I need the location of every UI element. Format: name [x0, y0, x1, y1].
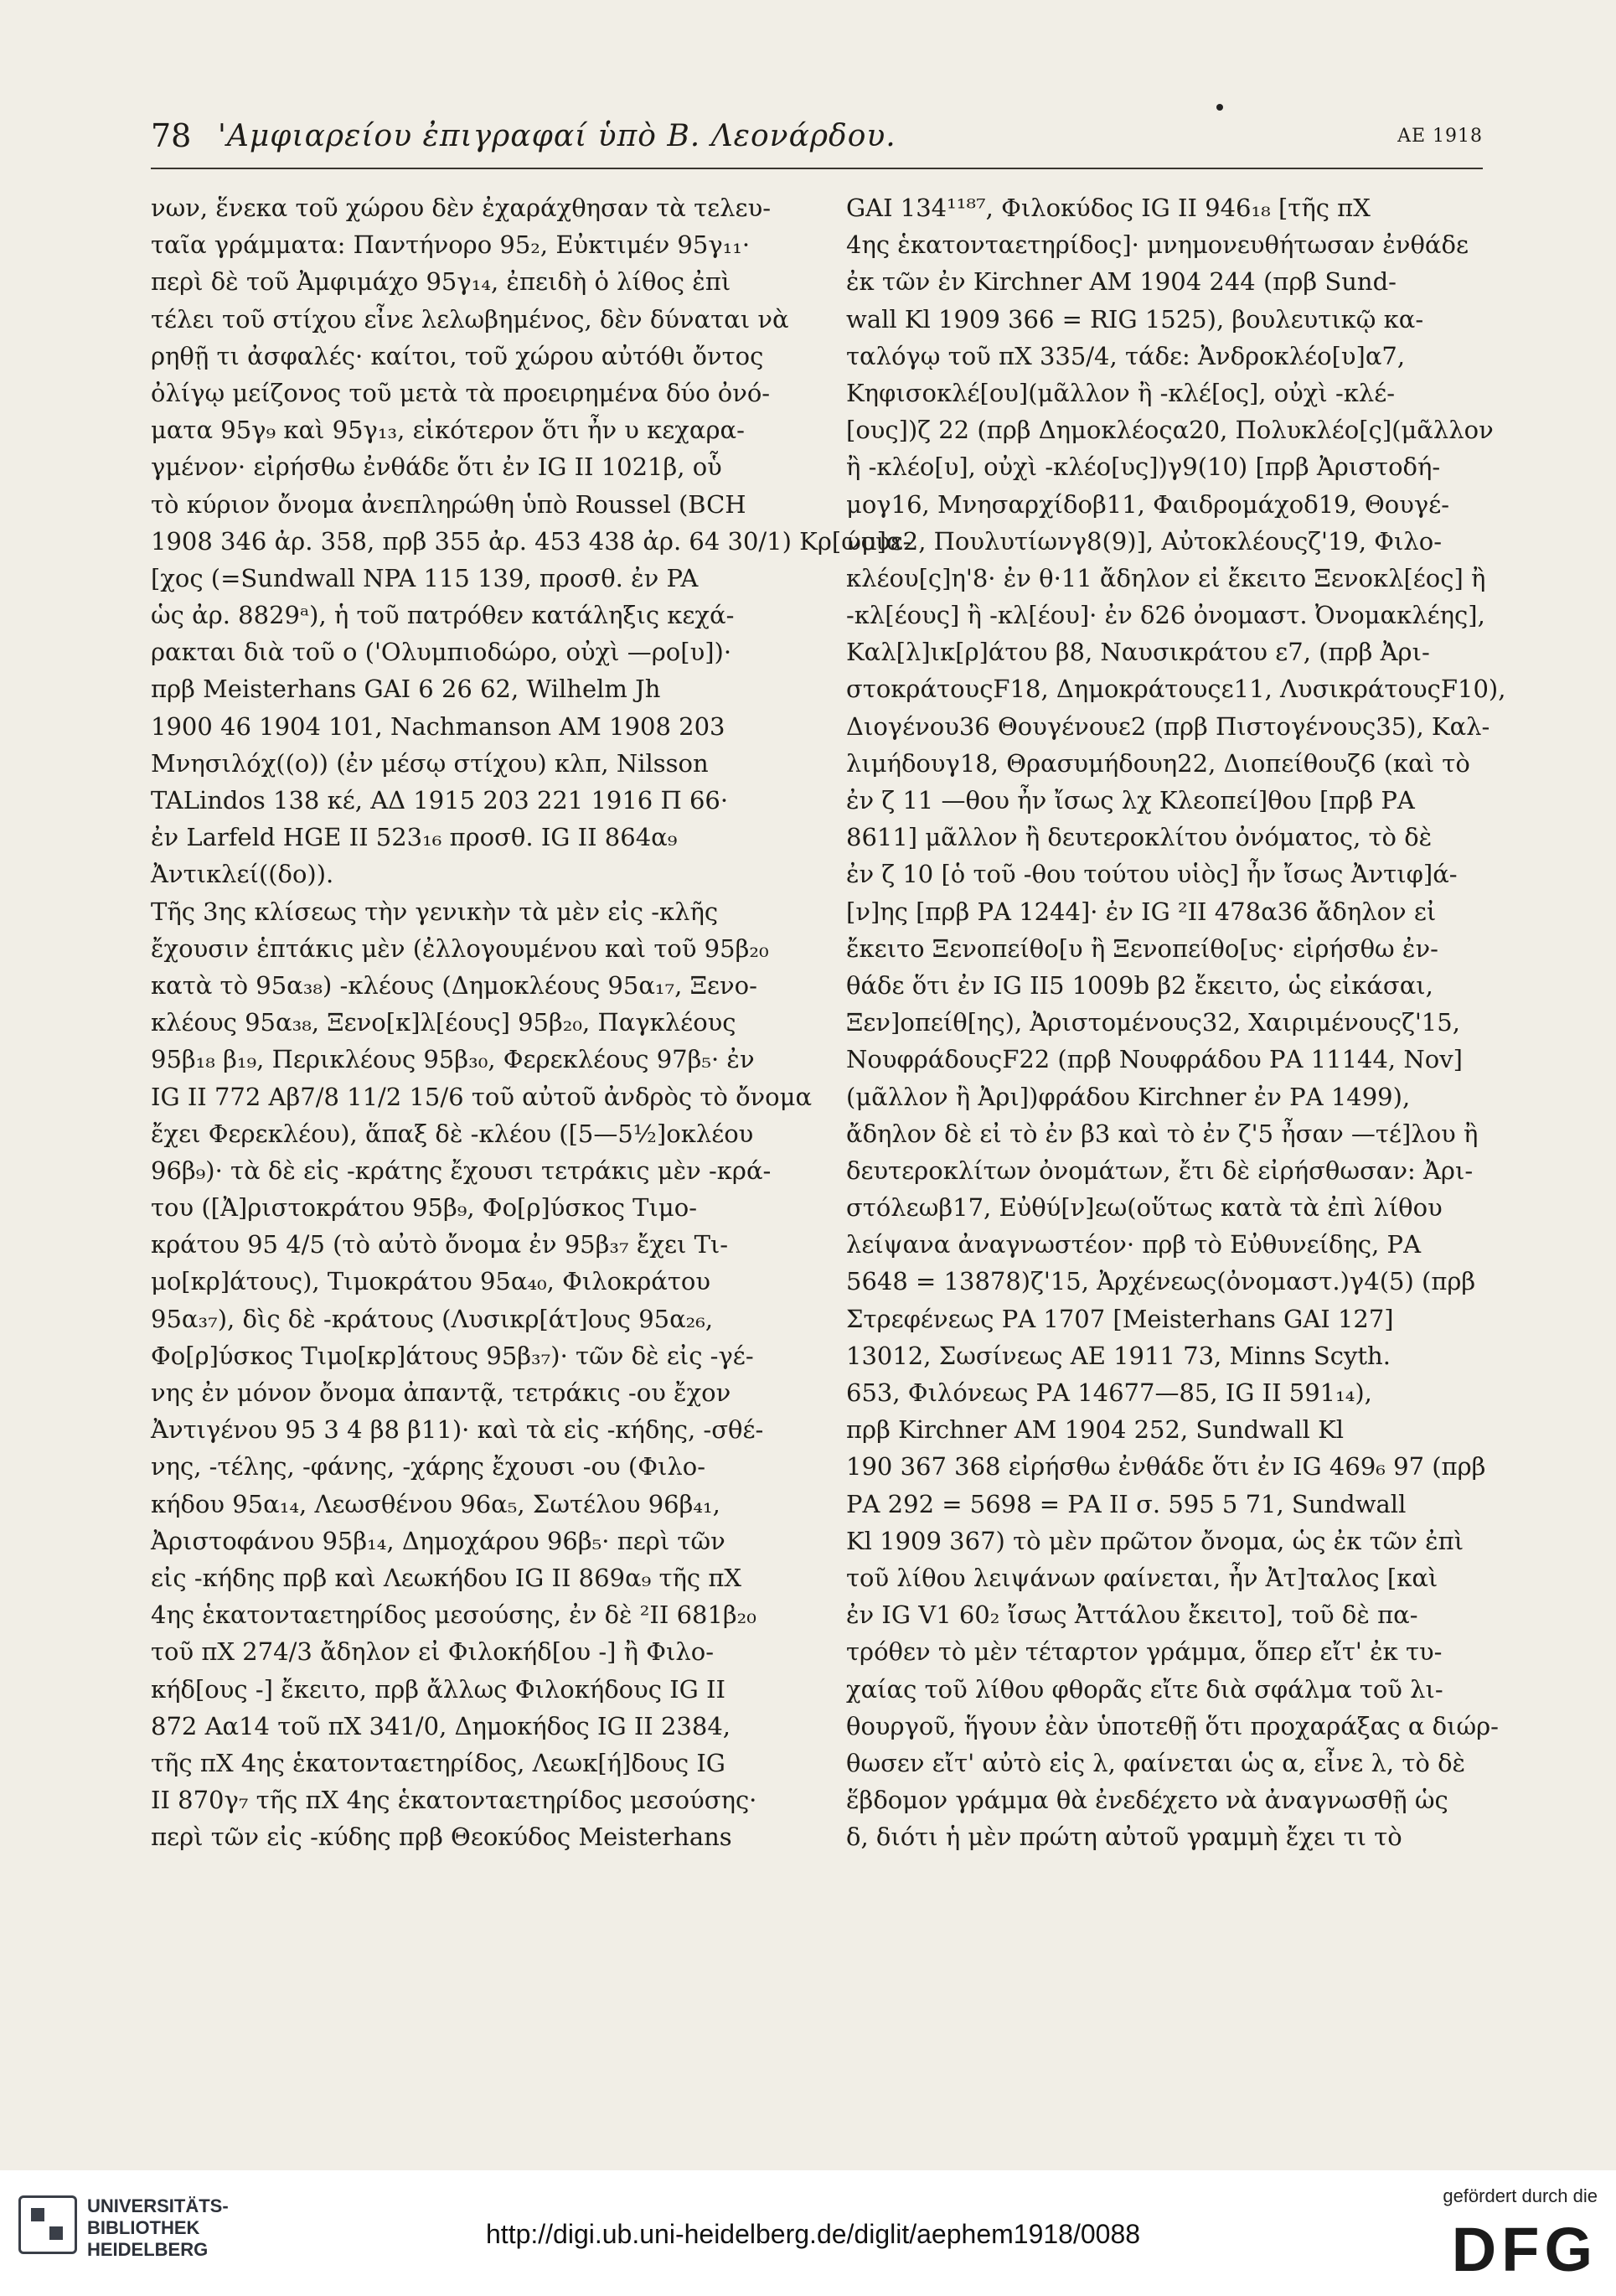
journal-ref: ΑΕ 1918 [1397, 126, 1483, 147]
text-line: ΡΑ 292 = 5698 = ΡΑ II σ. 595 5 71, Sundwall [846, 1489, 1407, 1518]
text-line: μο[κρ]άτους), Τιμοκράτου 95α₄₀, Φιλοκράτου [151, 1267, 710, 1296]
text-line: GAI 134¹¹⁸⁷, Φιλοκύδος IG II 946₁₈ [τῆς πΧ [846, 194, 1371, 222]
text-line: κήδ[ους -] ἔκειτο, πρβ ἄλλως Φιλοκήδους IG II [151, 1674, 725, 1704]
text-line: ὀλίγῳ μείζονος τοῦ μετὰ τὰ προειρημένα δύο ὀνό- [151, 378, 771, 407]
text-line: 190 367 368 εἰρήσθω ἐνθάδε ὅτι ἐν IG 469₆ 97 (πρβ [846, 1452, 1486, 1482]
text-line: 653, Φιλόνεως ΡΑ 14677—85, IG II 591₁₄), [846, 1378, 1372, 1407]
library-name[interactable] [87, 2195, 229, 2261]
library-line: BIBLIOTHEK [87, 2217, 200, 2238]
left-column [151, 189, 911, 1855]
library-logo-icon [18, 2195, 77, 2254]
text-line: 95α₃₇), δὶς δὲ -κράτους (Λυσικρ[άτ]ους 95α₂₆, [151, 1304, 714, 1333]
text-line: ἔχει Φερεκλέου), ἅπαξ δὲ -κλέου ([5—5½]οκλέου [151, 1119, 754, 1148]
text-line: κατὰ τὸ 95α₃₈) -κλέους (Δημοκλέους 95α₁₇, Ξενο- [151, 970, 757, 1000]
text-line: (μᾶλλον ἢ Ἀρι])φράδου Kirchner ἐν ΡΑ 1499), [846, 1082, 1411, 1111]
text-line: Ξεν]οπείθ[ης), Ἀριστομένους32, Χαιριμένουςζ'15, [846, 1008, 1460, 1037]
library-line: HEIDELBERG [87, 2239, 209, 2260]
text-line: μογ16, Μνησαρχίδοβ11, Φαιδρομάχοδ19, Θουγέ- [846, 489, 1450, 519]
text-line: 872 Αα14 τοῦ πΧ 341/0, Δημοκήδος IG II 2384, [151, 1711, 731, 1740]
text-line: Ἀντικλεί((δο)). [151, 860, 334, 889]
text-line: λείψανα ἀναγνωστέον· πρβ τὸ Εὐθυνείδης, ΡΑ [846, 1230, 1422, 1259]
text-line: περὶ δὲ τοῦ Ἀμφιμάχο 95γ₁₄, ἐπειδὴ ὁ λίθος ἐπὶ [151, 267, 731, 297]
text-line: εἰς -κήδης πρβ καὶ Λεωκήδου IG II 869α₉ τῆς πΧ [151, 1563, 742, 1592]
text-line: Διογένου36 Θουγένουε2 (πρβ Πιστογένους35), Καλ- [846, 711, 1490, 741]
text-line: [ν]ης [πρβ ΡΑ 1244]· ἐν IG ²II 478α36 ἄδηλον εἰ [846, 897, 1437, 926]
text-line: Μνησιλόχ((ο)) (ἐν μέσῳ στίχου) κλπ, Nilsson [151, 748, 709, 778]
text-line: τὸ κύριον ὄνομα ἀνεπληρώθη ὑπὸ Roussel (BCH [151, 489, 746, 519]
text-line: τρόθεν τὸ μὲν τέταρτον γράμμα, ὅπερ εἴτ' ἐκ τυ- [846, 1637, 1443, 1667]
text-line: -κλ[έους] ἢ -κλ[έου]· ἐν δ26 ὀνομαστ. Ὀνομακλέης], [846, 601, 1485, 630]
text-line: γμένον· εἰρήσθω ἐνθάδε ὅτι ἐν IG II 1021β, οὗ [151, 452, 722, 482]
text-line: θάδε ὅτι ἐν IG II5 1009b β2 ἔκειτο, ὡς εἰκάσαι, [846, 970, 1433, 1000]
text-line: ἔκειτο Ξενοπείθο[υ ἢ Ξενοπείθο[υς· εἰρήσθω ἐν- [846, 933, 1438, 963]
text-line: χαίας τοῦ λίθου φθορᾶς εἴτε διὰ σφάλμα τοῦ λι- [846, 1674, 1443, 1704]
running-header [151, 117, 1483, 168]
text-line: 5648 = 13878)ζ'15, Ἀρχένεως(ὀνομαστ.)γ4(5) (πρβ [846, 1267, 1476, 1296]
text-line: στόλεωβ17, Εὐθύ[ν]εω(οὕτως κατὰ τὰ ἐπὶ λίθου [846, 1193, 1443, 1223]
text-line: Κηφισοκλέ[ου](μᾶλλον ἢ -κλέ[ος], οὐχὶ -κλέ- [846, 378, 1396, 407]
text-line: νης ἐν μόνον ὄνομα ἀπαντᾷ, τετράκις -ου ἔχον [151, 1378, 731, 1407]
text-line: ὡς ἀρ. 8829ᵃ), ἡ τοῦ πατρόθεν κατάληξις κεχά- [151, 601, 735, 630]
text-line: ἕβδομον γράμμα θὰ ἐνεδέχετο νὰ ἀναγνωσθῇ ὡς [846, 1786, 1448, 1815]
text-line: περὶ τῶν εἰς -κύδης πρβ Θεοκύδος Meisterhans [151, 1823, 732, 1852]
ink-dot [1216, 104, 1223, 111]
right-column [846, 189, 1506, 1855]
text-line: λιμήδουγ18, Θρασυμήδουη22, Διοπείθουζ6 (καὶ τὸ [846, 748, 1470, 778]
text-line: IG II 772 Αβ7/8 11/2 15/6 τοῦ αὐτοῦ ἀνδρὸς τὸ ὄνομα [151, 1082, 813, 1111]
dfg-logo[interactable]: DFG [1451, 2215, 1598, 2284]
text-line: 8611] μᾶλλον ἢ δευτεροκλίτου ὀνόματος, τὸ δὲ [846, 823, 1433, 852]
text-line: 96β₉)· τὰ δὲ εἰς -κράτης ἔχουσι τετράκις μὲν -κρά- [151, 1156, 772, 1185]
text-line: ταλόγῳ τοῦ πΧ 335/4, τάδε: Ἀνδροκλέο[υ]α7, [846, 341, 1406, 370]
text-line: δευτεροκλίτων ὀνομάτων, ἔτι δὲ εἰρήσθωσαν: Ἀρι- [846, 1156, 1474, 1185]
text-line: τῆς πΧ 4ης ἑκατονταετηρίδος, Λεωκ[ή]δους IG [151, 1748, 725, 1777]
text-line: ταῖα γράμματα: Παντήνορο 95₂, Εὐκτιμέν 95γ₁₁· [151, 230, 751, 260]
text-line: νουε2, Πουλυτίωνγ8(9)], Αὐτοκλέουςζ'19, Φιλο- [846, 526, 1443, 556]
library-line: UNIVERSITÄTS- [87, 2195, 229, 2216]
text-line: 4ης ἑκατονταετηρίδος μεσούσης, ἐν δὲ ²II 681β₂₀ [151, 1600, 756, 1630]
text-line: δ, διότι ἡ μὲν πρώτη αὐτοῦ γραμμὴ ἔχει τι τὸ [846, 1823, 1402, 1852]
text-line: θωσεν εἴτ' αὐτὸ εἰς λ, φαίνεται ὡς α, εἶνε λ, τὸ δὲ [846, 1748, 1466, 1777]
text-line: [ους])ζ 22 (πρβ Δημοκλέοςα20, Πολυκλέο[ς](μᾶλλον [846, 416, 1494, 445]
text-line: ἢ -κλέο[υ], οὐχὶ -κλέο[υς])γ9(10) [πρβ Ἀριστοδή- [846, 452, 1441, 482]
text-line: ἐν IG V1 60₂ ἴσως Ἀττάλου ἔκειτο], τοῦ δὲ πα- [846, 1600, 1418, 1630]
text-line: II 870γ₇ τῆς πΧ 4ης ἑκατονταετηρίδος μεσούσης· [151, 1786, 757, 1815]
text-line: θουργοῦ, ἥγουν ἐὰν ὑποτεθῇ ὅτι προχαράξας α διώρ- [846, 1711, 1499, 1740]
text-line: του ([Ἀ]ριστοκράτου 95β₉, Φο[ρ]ύσκος Τιμο- [151, 1193, 697, 1223]
text-line: 1900 46 1904 101, Nachmanson AM 1908 203 [151, 711, 725, 741]
text-line: wall Kl 1909 366 = RIG 1525), βουλευτικῷ κα- [846, 304, 1424, 334]
funded-by-label: gefördert durch die [1443, 2185, 1598, 2206]
text-line: κήδου 95α₁₄, Λεωσθένου 96α₅, Σωτέλου 96β₄₁, [151, 1489, 720, 1518]
text-line: κλέου[ς]η'8· ἐν θ·11 ἄδηλον εἰ ἔκειτο Ξενοκλ[έος] ἢ [846, 563, 1486, 592]
text-line: ρακται διὰ τοῦ ο ('Ολυμπιοδώρο, οὐχὶ —ρο[υ])· [151, 638, 732, 667]
header-rule [151, 168, 1483, 169]
text-line: Καλ[λ]ικ[ρ]άτου β8, Ναυσικράτου ε7, (πρβ Ἀρι- [846, 638, 1430, 667]
text-line: Kl 1909 367) τὸ μὲν πρῶτον ὄνομα, ὡς ἐκ τῶν ἐπὶ [846, 1526, 1464, 1555]
text-line: 13012, Σωσίνεως ΑΕ 1911 73, Minns Scyth. [846, 1341, 1391, 1370]
text-line: ματα 95γ₉ καὶ 95γ₁₃, εἰκότερον ὅτι ἦν υ κεχαρα- [151, 416, 745, 445]
text-line: Ἀντιγένου 95 3 4 β8 β11)· καὶ τὰ εἰς -κήδης, -σθέ- [151, 1415, 764, 1445]
text-line: τοῦ λίθου λειψάνων φαίνεται, ἦν Ἀτ]ταλος [καὶ [846, 1563, 1438, 1592]
footer-bar [0, 2170, 1616, 2296]
text-line: ἔχουσιν ἑπτάκις μὲν (ἐλλογουμένου καὶ τοῦ 95β₂₀ [151, 933, 769, 963]
text-line: τοῦ πΧ 274/3 ἄδηλον εἰ Φιλοκήδ[ου -] ἢ Φιλο- [151, 1637, 715, 1667]
text-line: στοκράτουςF18, Δημοκράτουςε11, ΛυσικράτουςF10), [846, 675, 1506, 704]
text-line: τέλει τοῦ στίχου εἶνε λελωβημένος, δὲν δύναται νὰ [151, 304, 789, 334]
running-title: 'Αμφιαρείου ἐπιγραφαί ὑπὸ Β. Λεονάρδου. [218, 119, 896, 153]
text-line: ἐν ζ 10 [ὁ τοῦ -θου τούτου υἱὸς] ἦν ἴσως Ἀντιφ]ά- [846, 860, 1458, 889]
text-line: [χος (=Sundwall NPA 115 139, προσθ. ἐν PA [151, 563, 699, 592]
text-line: Στρεφένεως ΡΑ 1707 [Meisterhans GAI 127] [846, 1304, 1394, 1333]
text-line: Φο[ρ]ύσκος Τιμο[κρ]άτους 95β₃₇)· τῶν δὲ εἰς -γέ- [151, 1341, 754, 1370]
text-line: ρηθῇ τι ἀσφαλές· καίτοι, τοῦ χώρου αὐτόθι ὄντος [151, 341, 764, 370]
permalink[interactable]: http://digi.ub.uni-heidelberg.de/diglit/aephem1918/0088 [486, 2219, 1141, 2249]
text-line: νης, -τέλης, -φάνης, -χάρης ἔχουσι -ου (Φιλο- [151, 1452, 706, 1482]
text-line: ἄδηλον δὲ εἰ τὸ ἐν β3 καὶ τὸ ἐν ζ'5 ἦσαν —τέ]λου ἢ [846, 1119, 1479, 1148]
text-line: 95β₁₈ β₁₉, Περικλέους 95β₃₀, Φερεκλέους 97β₅· ἐν [151, 1045, 755, 1074]
text-line: Τῆς 3ης κλίσεως τὴν γενικὴν τὰ μὲν εἰς -κλῆς [151, 897, 719, 926]
text-line: ἐκ τῶν ἐν Kirchner AM 1904 244 (πρβ Sund- [846, 267, 1397, 297]
text-line: κλέους 95α₃₈, Ξενο[κ]λ[έους] 95β₂₀, Παγκλέους [151, 1008, 736, 1037]
text-line: ἐν ζ 11 —θου ἦν ἴσως λχ Κλεοπεί]θου [πρβ ΡΑ [846, 786, 1415, 814]
text-line: 1908 346 ἀρ. 358, πρβ 355 ἀρ. 453 438 ἀρ. 64 30/1) Κρ[ώμ]α- [151, 526, 911, 556]
text-line: κράτου 95 4/5 (τὸ αὐτὸ ὄνομα ἐν 95β₃₇ ἔχει Τι- [151, 1230, 729, 1259]
text-line: νων, ἕνεκα τοῦ χώρου δὲν ἐχαράχθησαν τὰ τελευ- [151, 194, 772, 222]
page-number: 78 [151, 117, 192, 154]
text-line: ΝουφράδουςF22 (πρβ Νουφράδου ΡΑ 11144, Nov] [846, 1045, 1463, 1074]
text-line: Ἀριστοφάνου 95β₁₄, Δημοχάρου 96β₅· περὶ τῶν [151, 1526, 725, 1555]
text-line: 4ης ἑκατονταετηρίδος]· μνημονευθήτωσαν ἐνθάδε [846, 230, 1469, 260]
text-line: πρβ Kirchner AM 1904 252, Sundwall Kl [846, 1415, 1345, 1445]
text-line: TALindos 138 κέ, ΑΔ 1915 203 221 1916 Π 66· [151, 786, 729, 814]
text-line: ἐν Larfeld HGE II 523₁₆ προσθ. IG II 864α₉ [151, 823, 678, 852]
text-line: πρβ Meisterhans GAI 6 26 62, Wilhelm Jh [151, 675, 661, 704]
